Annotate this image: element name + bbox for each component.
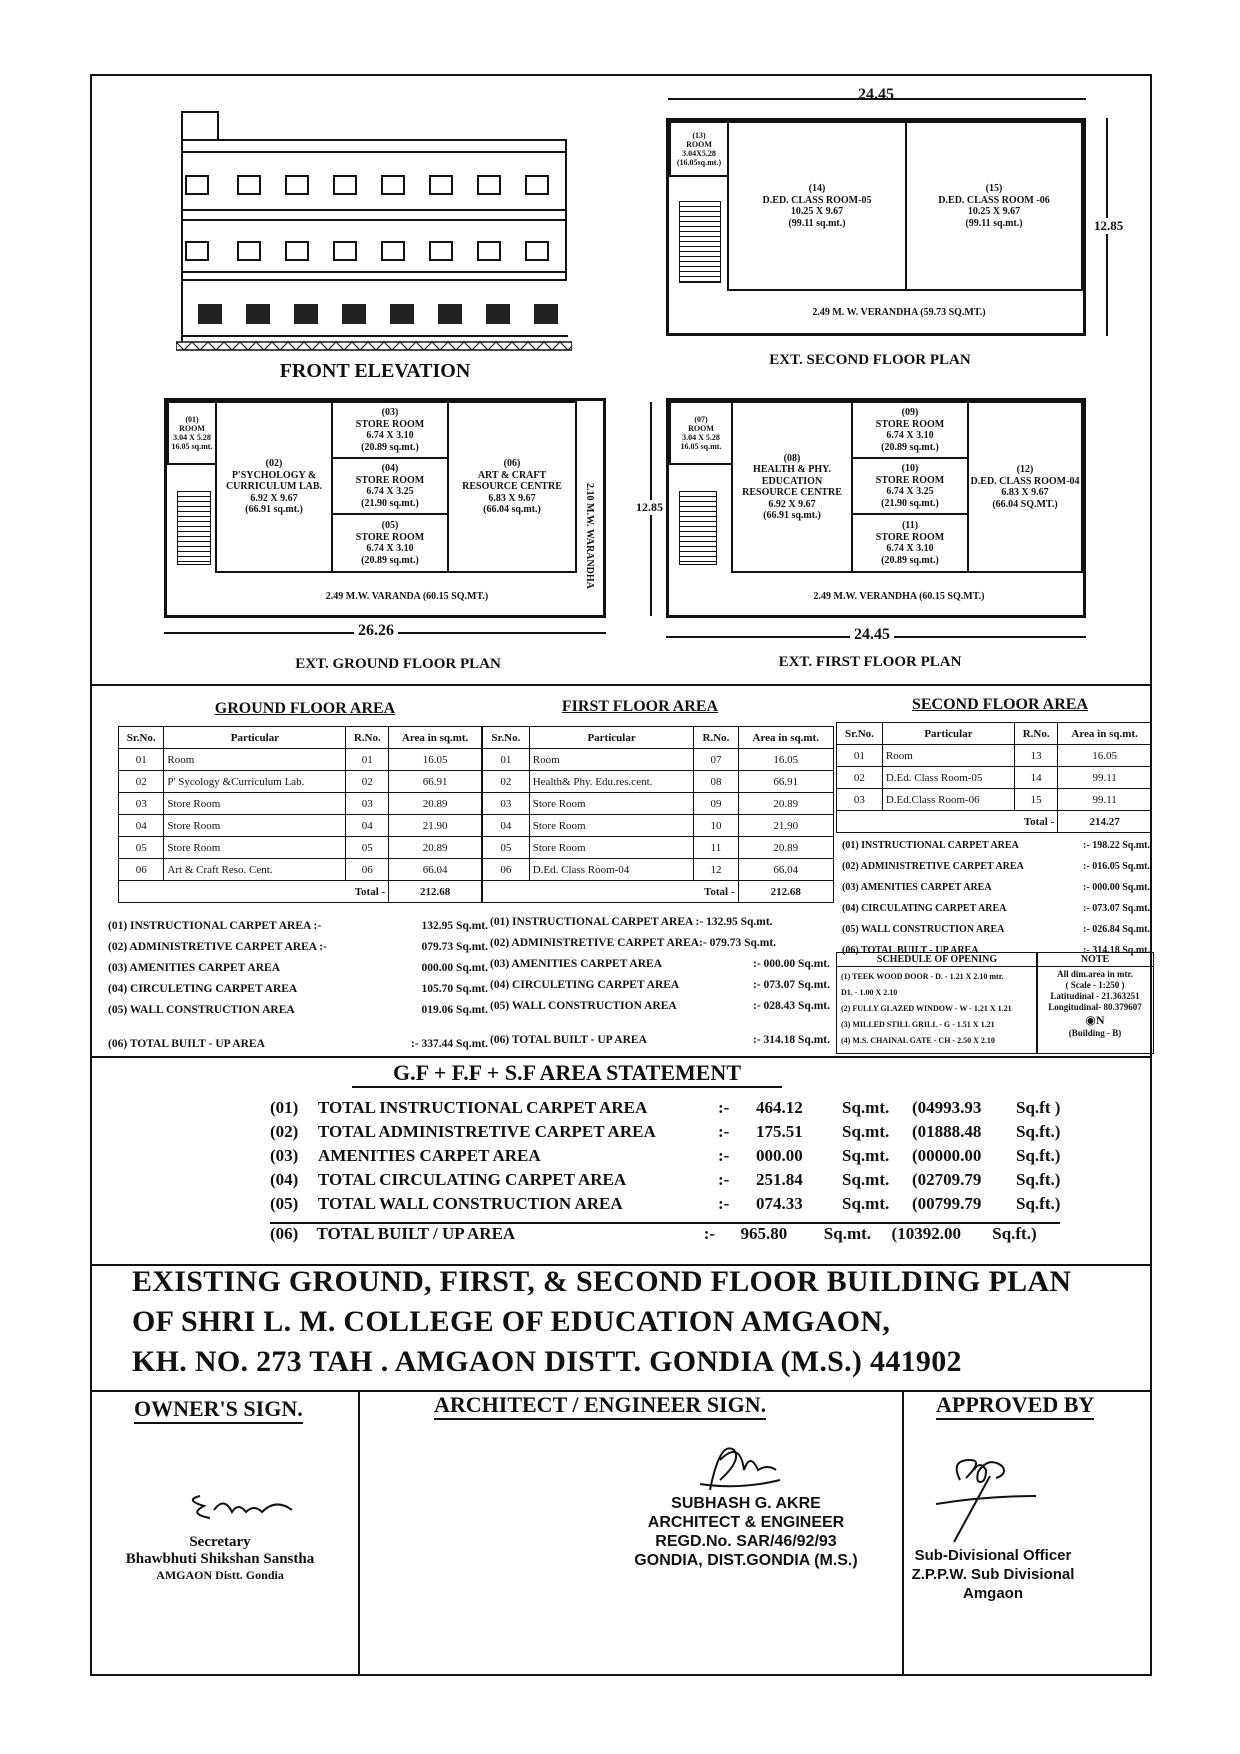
second-floor-plan: [666, 118, 1086, 336]
statement-cell: Sq.ft.): [992, 1224, 1037, 1243]
statement-cell: (01888.48: [912, 1122, 982, 1141]
project-title-line: OF SHRI L. M. COLLEGE OF EDUCATION AMGAON,: [132, 1305, 891, 1338]
srno-cell: 01: [483, 749, 530, 771]
particular-cell: D.Ed. Class Room-04: [529, 859, 694, 881]
statement-cell: 175.51: [756, 1122, 803, 1141]
sig-col-divider-1: [358, 1390, 360, 1676]
architect-signature-icon: [690, 1430, 800, 1500]
architect-details: [612, 1494, 880, 1570]
summary-row: [490, 1000, 830, 1021]
total-value: 214.27: [1058, 811, 1152, 833]
particular-cell: D.Ed. Class Room-05: [882, 767, 1014, 789]
statement-row: [270, 1122, 1090, 1146]
statement-cell: :-: [718, 1146, 730, 1165]
summary-row: [490, 979, 830, 1000]
srno-cell: 06: [119, 859, 164, 881]
col-area: Area in sq.mt.: [738, 727, 834, 749]
ground-floor-plan: [164, 398, 606, 618]
summary-label: (04) CIRCULATING CARPET AREA: [842, 903, 1007, 914]
statement-cell: 965.80: [740, 1224, 788, 1243]
summary-value: 132.95 Sq.mt.: [421, 920, 488, 932]
owner-details: [110, 1534, 330, 1583]
srno-cell: 06: [483, 859, 530, 881]
statement-cell: 464.12: [756, 1098, 803, 1117]
rno-cell: 01: [346, 749, 389, 771]
approved-by-label: APPROVED BY: [936, 1392, 1094, 1420]
sig-col-divider-2: [902, 1390, 904, 1676]
statement-cell: :-: [718, 1194, 730, 1213]
summary-label: (01) INSTRUCTIONAL CARPET AREA :-: [108, 920, 322, 932]
room-03: (03) STORE ROOM 6.74 X 3.10 (20.89 sq.mt.): [331, 401, 449, 459]
summary-label: (05) WALL CONSTRUCTION AREA: [490, 1000, 677, 1012]
statement-cell: TOTAL ADMINISTRETIVE CARPET AREA: [318, 1122, 656, 1141]
statement-cell: Sq.mt.: [842, 1146, 890, 1165]
summary-label: (03) AMENITIES CARPET AREA: [108, 962, 280, 974]
col-particular: Particular: [529, 727, 694, 749]
rno-cell: 04: [346, 815, 389, 837]
schedule-item: (4) M.S. CHAINAL GATE - CH - 2.50 X 2.10: [841, 1036, 995, 1045]
statement-cell: TOTAL CIRCULATING CARPET AREA: [318, 1170, 627, 1189]
summary-row: [490, 937, 830, 958]
rno-cell: 13: [1015, 745, 1058, 767]
staircase: [177, 491, 211, 565]
ground-table-title: GROUND FLOOR AREA: [214, 700, 396, 717]
table-row: [119, 837, 482, 859]
first-height-dim: 12.85: [636, 500, 663, 514]
summary-value: 105.70 Sq.mt.: [421, 983, 488, 995]
table-row: [837, 767, 1152, 789]
front-elevation-title: FRONT ELEVATION: [279, 360, 471, 382]
second-width-dim-line: [668, 98, 1086, 100]
particular-cell: Store Room: [529, 793, 694, 815]
statement-cell: Sq.mt.: [842, 1098, 890, 1117]
rno-cell: 05: [346, 837, 389, 859]
summary-label: (01) INSTRUCTIONAL CARPET AREA :- 132.95 Sq.mt.: [490, 916, 773, 928]
summary-value: :- 073.07 Sq.mt.: [753, 979, 830, 991]
statement-cell: (02709.79: [912, 1170, 982, 1189]
summary-value: :- 016.05 Sq.mt.: [1083, 861, 1150, 872]
table-row: [483, 771, 834, 793]
room-09: (09) STORE ROOM 6.74 X 3.10 (20.89 sq.mt.): [851, 401, 969, 459]
schedule-item: D1. - 1.00 X 2.10: [841, 988, 898, 997]
statement-cell: (05): [270, 1194, 299, 1213]
summary-label: (05) WALL CONSTRUCTION AREA: [108, 1004, 295, 1016]
north-arrow-icon: ◉N: [1085, 1013, 1105, 1027]
area-cell: 66.04: [389, 859, 482, 881]
col-rno: R.No.: [1015, 723, 1058, 745]
srno-cell: 02: [119, 771, 164, 793]
room-11: (11) STORE ROOM 6.74 X 3.10 (20.89 sq.mt.): [851, 513, 969, 573]
first-width-dim: 24.45: [850, 626, 894, 644]
first-table-title: FIRST FLOOR AREA: [561, 698, 719, 715]
first-summary: [490, 916, 830, 1021]
rno-cell: 14: [1015, 767, 1058, 789]
statement-cell: 251.84: [756, 1170, 803, 1189]
area-statement: [270, 1098, 1090, 1248]
summary-label: (01) INSTRUCTIONAL CARPET AREA: [842, 840, 1019, 851]
table-row: [837, 745, 1152, 767]
statement-cell: 074.33: [756, 1194, 803, 1213]
statement-cell: (00799.79: [912, 1194, 982, 1213]
summary-row: [108, 941, 488, 962]
rno-cell: 15: [1015, 789, 1058, 811]
summary-value: :- 028.43 Sq.mt.: [753, 1000, 830, 1012]
room-04: (04) STORE ROOM 6.74 X 3.25 (21.90 sq.mt.): [331, 457, 449, 515]
second-table-title: SECOND FLOOR AREA: [911, 696, 1089, 713]
total-label: Total -: [483, 881, 739, 903]
first-plan-title: EXT. FIRST FLOOR PLAN: [778, 654, 962, 670]
table-row: [119, 749, 482, 771]
particular-cell: Room: [882, 745, 1014, 767]
summary-value: :- 000.00 Sq.mt.: [1083, 882, 1150, 893]
col-rno: R.No.: [346, 727, 389, 749]
room-05: (05) STORE ROOM 6.74 X 3.10 (20.89 sq.mt.): [331, 513, 449, 573]
particular-cell: Store Room: [164, 793, 346, 815]
total-value: 212.68: [389, 881, 482, 903]
col-area: Area in sq.mt.: [389, 727, 482, 749]
signature-line: Sub-Divisional Officer: [914, 1547, 1072, 1564]
statement-cell: TOTAL WALL CONSTRUCTION AREA: [318, 1194, 623, 1213]
rno-cell: 02: [346, 771, 389, 793]
rno-cell: 11: [694, 837, 738, 859]
srno-cell: 03: [483, 793, 530, 815]
room-13: (13) ROOM 3.04X5.28 (16.05sq.mt.): [669, 121, 729, 177]
front-elevation-drawing: [176, 106, 572, 356]
table-row: [119, 859, 482, 881]
statement-cell: Sq.ft.): [1016, 1146, 1061, 1165]
schedule-item: (2) FULLY GLAZED WINDOW - W - 1.21 X 1.21: [841, 1004, 1012, 1013]
table-row: [483, 749, 834, 771]
particular-cell: D.Ed.Class Room-06: [882, 789, 1014, 811]
summary-value: :- 000.00 Sq.mt.: [753, 958, 830, 970]
area-cell: 99.11: [1058, 767, 1152, 789]
ground-summary: [108, 920, 488, 1025]
table-row: [483, 837, 834, 859]
area-cell: 16.05: [389, 749, 482, 771]
summary-value: 079.73 Sq.mt.: [421, 941, 488, 953]
col-srno: Sr.No.: [837, 723, 883, 745]
total-value: 212.68: [738, 881, 834, 903]
summary-value: 000.00 Sq.mt.: [421, 962, 488, 974]
summary-label: (03) AMENITIES CARPET AREA: [842, 882, 992, 893]
staircase: [679, 201, 721, 283]
particular-cell: Room: [529, 749, 694, 771]
signature-line: Amgaon: [963, 1585, 1023, 1602]
ground-side-verandah-label: 2.10 M.W. WARANDHA: [584, 483, 595, 589]
col-rno: R.No.: [694, 727, 738, 749]
summary-value: :- 314.18 Sq.mt.: [1083, 945, 1150, 956]
area-cell: 66.91: [738, 771, 834, 793]
summary-label: (02) ADMINISTRETIVE CARPET AREA:- 079.73 Sq.mt.: [490, 937, 777, 949]
first-builtup: (06) TOTAL BUILT - UP AREA :- 314.18 Sq.mt.: [490, 1034, 830, 1046]
statement-cell: (00000.00: [912, 1146, 982, 1165]
summary-label: (02) ADMINISTRETIVE CARPET AREA: [842, 861, 1024, 872]
summary-row: [842, 903, 1150, 924]
summary-value: 019.06 Sq.mt.: [421, 1004, 488, 1016]
statement-cell: Sq.ft.): [1016, 1194, 1061, 1213]
col-srno: Sr.No.: [483, 727, 530, 749]
approver-details: [908, 1546, 1078, 1603]
statement-cell: (04993.93: [912, 1098, 982, 1117]
staircase: [679, 491, 717, 565]
first-area-table: [482, 726, 834, 903]
summary-row: [108, 920, 488, 941]
srno-cell: 05: [119, 837, 164, 859]
signature-line: Z.P.P.W. Sub Divisional: [911, 1566, 1075, 1583]
area-cell: 66.04: [738, 859, 834, 881]
statement-cell: :-: [718, 1170, 730, 1189]
second-width-dim: 24.45: [858, 86, 894, 103]
statement-cell: (04): [270, 1170, 299, 1189]
project-title-line: KH. NO. 273 TAH . AMGAON DISTT. GONDIA (M.S.) 441902: [132, 1345, 962, 1378]
srno-cell: 01: [119, 749, 164, 771]
summary-value: :- 026.84 Sq.mt.: [1083, 924, 1150, 935]
summary-row: [490, 916, 830, 937]
statement-cell: Sq.mt.: [842, 1194, 890, 1213]
area-cell: 21.90: [389, 815, 482, 837]
note-line: Latitudinal - 21.363251: [1050, 991, 1140, 1001]
statement-cell: Sq.ft ): [1016, 1098, 1061, 1117]
summary-value: :- 073.07 Sq.mt.: [1083, 903, 1150, 914]
area-cell: 66.91: [389, 771, 482, 793]
ground-plan-title: EXT. GROUND FLOOR PLAN: [295, 656, 501, 672]
col-particular: Particular: [164, 727, 346, 749]
rno-cell: 07: [694, 749, 738, 771]
statement-cell: Sq.ft.): [1016, 1122, 1061, 1141]
room-10: (10) STORE ROOM 6.74 X 3.25 (21.90 sq.mt.): [851, 457, 969, 515]
first-verandah-label: 2.49 M.W. VERANDHA (60.15 SQ.MT.): [813, 591, 985, 602]
rno-cell: 12: [694, 859, 738, 881]
srno-cell: 04: [483, 815, 530, 837]
table-row: [119, 815, 482, 837]
ground-width-dim: 26.26: [354, 622, 398, 640]
area-cell: 16.05: [1058, 745, 1152, 767]
rno-cell: 06: [346, 859, 389, 881]
area-cell: 20.89: [389, 837, 482, 859]
second-plan-title: EXT. SECOND FLOOR PLAN: [769, 352, 971, 368]
ground-area-table: [118, 726, 482, 903]
second-summary: [842, 840, 1150, 966]
table-row: [483, 859, 834, 881]
table-row: [119, 771, 482, 793]
second-verandah-label: 2.49 M. W. VERANDHA (59.73 SQ.MT.): [812, 307, 986, 318]
project-title: [132, 1262, 1142, 1382]
srno-cell: 03: [119, 793, 164, 815]
summary-row: [108, 1004, 488, 1025]
table-row: [837, 789, 1152, 811]
statement-row: [270, 1098, 1090, 1122]
schedule-item: (1) TEEK WOOD DOOR - D. - 1.21 X 2.10 mtr.: [841, 972, 1004, 981]
note-line: ( Scale - 1:250 ): [1065, 980, 1125, 990]
summary-label: (05) WALL CONSTRUCTION AREA: [842, 924, 1005, 935]
srno-cell: 02: [837, 767, 883, 789]
particular-cell: Store Room: [164, 837, 346, 859]
summary-value: :- 198.22 Sq.mt.: [1083, 840, 1150, 851]
note-line: Longitudinal- 80.379607: [1048, 1002, 1142, 1012]
note-line: All dim.area in mtr.: [1057, 969, 1133, 979]
rno-cell: 10: [694, 815, 738, 837]
area-cell: 99.11: [1058, 789, 1152, 811]
room-01: (01) ROOM 3.04 X 5.28 16.05 sq.mt.: [167, 401, 217, 465]
note-title: NOTE: [1037, 953, 1153, 967]
statement-cell: Sq.mt.: [823, 1224, 872, 1243]
signature-line: GONDIA, DIST.GONDIA (M.S.): [634, 1552, 858, 1569]
second-area-table: [836, 722, 1152, 833]
signature-line: Bhawbhuti Shikshan Sanstha: [125, 1551, 315, 1567]
table-row: [483, 793, 834, 815]
area-cell: 21.90: [738, 815, 834, 837]
statement-cell: (10392.00: [891, 1224, 961, 1243]
room-14: (14) D.ED. CLASS ROOM-05 10.25 X 9.67 (99.11 sq.mt.): [727, 121, 907, 291]
room-02: (02) P'SYCHOLOGY & CURRICULUM LAB. 6.92 X 9.67 (66.91 sq.mt.): [215, 401, 333, 573]
statement-cell: AMENITIES CARPET AREA: [318, 1146, 541, 1165]
room-06: (06) ART & CRAFT RESOURCE CENTRE 6.83 X 9.67 (66.04 sq.mt.): [447, 401, 577, 573]
second-height-dim: 12.85: [1094, 218, 1124, 233]
table-row: [483, 815, 834, 837]
statement-cell: TOTAL BUILT / UP AREA: [316, 1224, 516, 1243]
area-cell: 20.89: [738, 837, 834, 859]
statement-cell: Sq.mt.: [842, 1170, 890, 1189]
srno-cell: 01: [837, 745, 883, 767]
total-label: Total -: [837, 811, 1058, 833]
area-cell: 20.89: [738, 793, 834, 815]
signature-line: REGD.No. SAR/46/92/93: [655, 1533, 837, 1550]
project-title-line: EXISTING GROUND, FIRST, & SECOND FLOOR BUILDING PLAN: [132, 1265, 1072, 1298]
srno-cell: 05: [483, 837, 530, 859]
summary-row: [108, 962, 488, 983]
srno-cell: 02: [483, 771, 530, 793]
summary-row: [490, 958, 830, 979]
room-12: (12) D.ED. CLASS ROOM-04 6.83 X 9.67 (66.04 SQ.MT.): [967, 401, 1083, 573]
signature-line: ARCHITECT & ENGINEER: [647, 1514, 845, 1531]
statement-divider: [90, 1056, 1152, 1058]
area-cell: 16.05: [738, 749, 834, 771]
rno-cell: 03: [346, 793, 389, 815]
room-07: (07) ROOM 3.04 X 5.28 16.05 sq.mt.: [669, 401, 733, 465]
statement-cell: (02): [270, 1122, 299, 1141]
signature-line: Secretary: [189, 1534, 251, 1550]
schedule-of-opening: [836, 952, 1038, 1054]
particular-cell: Room: [164, 749, 346, 771]
statement-cell: 000.00: [756, 1146, 803, 1165]
rno-cell: 08: [694, 771, 738, 793]
particular-cell: Health& Phy. Edu.res.cent.: [529, 771, 694, 793]
summary-label: (04) CIRCULETING CARPET AREA: [490, 979, 680, 991]
statement-row: [270, 1146, 1090, 1170]
statement-cell: Sq.ft.): [1016, 1170, 1061, 1189]
particular-cell: Store Room: [529, 837, 694, 859]
table-row: [119, 793, 482, 815]
summary-label: (06) TOTAL BUILT - UP AREA: [842, 945, 979, 956]
statement-cell: (01): [270, 1098, 299, 1117]
summary-row: [842, 840, 1150, 861]
note-box: [1036, 952, 1154, 1054]
table-section-divider: [90, 684, 1152, 686]
ground-verandah-label: 2.49 M.W. VARANDA (60.15 SQ.MT.): [325, 591, 489, 602]
rno-cell: 09: [694, 793, 738, 815]
srno-cell: 04: [119, 815, 164, 837]
statement-cell: :-: [718, 1122, 730, 1141]
ground-builtup: (06) TOTAL BUILT - UP AREA :- 337.44 Sq.mt.: [108, 1038, 488, 1050]
particular-cell: Store Room: [164, 815, 346, 837]
summary-row: [842, 861, 1150, 882]
particular-cell: Store Room: [529, 815, 694, 837]
statement-cell: TOTAL INSTRUCTIONAL CARPET AREA: [318, 1098, 648, 1117]
col-srno: Sr.No.: [119, 727, 164, 749]
approver-signature-icon: [930, 1446, 1040, 1546]
statement-row: [270, 1222, 1060, 1248]
statement-title: G.F + F.F + S.F AREA STATEMENT: [352, 1060, 782, 1088]
summary-row: [842, 924, 1150, 945]
room-15: (15) D.ED. CLASS ROOM -06 10.25 X 9.67 (99.11 sq.mt.): [905, 121, 1083, 291]
total-label: Total -: [119, 881, 389, 903]
schedule-title: SCHEDULE OF OPENING: [837, 953, 1037, 967]
particular-cell: Art & Craft Reso. Cent.: [164, 859, 346, 881]
statement-row: [270, 1194, 1090, 1218]
signature-line: SUBHASH G. AKRE: [671, 1495, 821, 1512]
summary-label: (04) CIRCULETING CARPET AREA: [108, 983, 298, 995]
statement-cell: (06): [270, 1224, 299, 1243]
col-area: Area in sq.mt.: [1058, 723, 1152, 745]
schedule-item: (3) MILLED STILL GRILL - G - 1.51 X 1.21: [841, 1020, 995, 1029]
summary-row: [842, 882, 1150, 903]
particular-cell: P' Sycology &Curriculum Lab.: [164, 771, 346, 793]
signature-line: AMGAON Distt. Gondia: [156, 1568, 284, 1582]
building-label: (Building - B): [1068, 1028, 1122, 1038]
statement-row: [270, 1170, 1090, 1194]
summary-row: [108, 983, 488, 1004]
architect-sign-label: ARCHITECT / ENGINEER SIGN.: [434, 1392, 766, 1420]
statement-cell: Sq.mt.: [842, 1122, 890, 1141]
room-08: (08) HEALTH & PHY. EDUCATION RESOURCE CENTRE 6.92 X 9.67 (66.91 sq.mt.): [731, 401, 853, 573]
first-floor-plan: [666, 398, 1086, 618]
summary-label: (03) AMENITIES CARPET AREA: [490, 958, 662, 970]
col-particular: Particular: [882, 723, 1014, 745]
statement-cell: :-: [703, 1224, 716, 1243]
statement-cell: :-: [718, 1098, 730, 1117]
summary-label: (02) ADMINISTRETIVE CARPET AREA :-: [108, 941, 327, 953]
owner-sign-label: OWNER'S SIGN.: [134, 1396, 303, 1424]
area-cell: 20.89: [389, 793, 482, 815]
statement-cell: (03): [270, 1146, 299, 1165]
srno-cell: 03: [837, 789, 883, 811]
